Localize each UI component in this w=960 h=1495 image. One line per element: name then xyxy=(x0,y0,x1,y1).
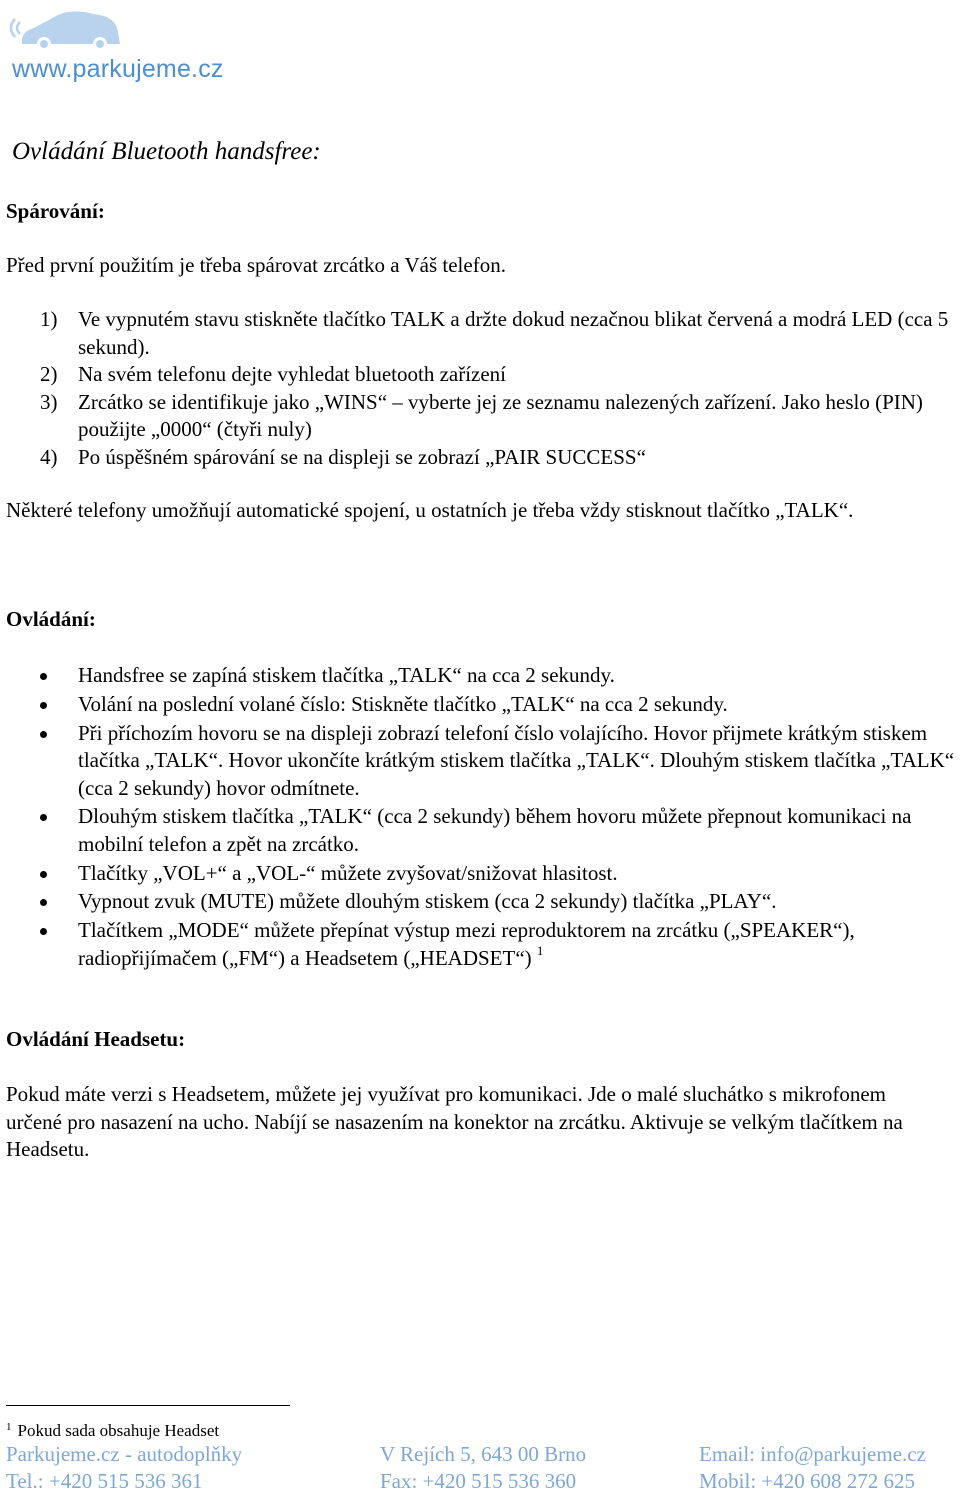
list-item: Tlačítkem „MODE“ můžete přepínat výstup mezi reproduktorem na zrcátku („SPEAKER“), radiopřijímačem („FM“) a Headsetem („HEADSET“) $^1$ xyxy=(40,917,958,972)
controls-list xyxy=(40,662,958,974)
headset-heading: Ovládání Headsetu: xyxy=(6,1027,186,1051)
pairing-heading: Spárování: xyxy=(6,199,105,223)
document-title: Ovládání Bluetooth handsfree: xyxy=(12,138,321,165)
footnote xyxy=(6,1416,219,1442)
car-logo-icon xyxy=(4,4,134,56)
step-number: 2) xyxy=(40,362,58,386)
bullet-icon xyxy=(40,731,47,738)
footer-email[interactable]: Email: info@parkujeme.cz xyxy=(699,1442,926,1466)
step-number: 3) xyxy=(40,389,58,414)
footer-company: Parkujeme.cz - autodoplňky xyxy=(6,1442,243,1466)
logo-text: www.parkujeme.cz xyxy=(12,55,224,83)
pairing-step xyxy=(40,444,955,472)
list-item: Dlouhým stiskem tlačítka „TALK“ (cca 2 sekundy) během hovoru můžete přepnout komunikaci na mobilní telefon a zpět na zrcátko. xyxy=(40,803,958,858)
step-text: Ve vypnutém stavu stiskněte tlačítko TALK a držte dokud nezačnou blikat červená a modrá LED (cca 5 sekund). xyxy=(78,307,949,359)
list-item: Volání na poslední volané číslo: Stiskněte tlačítko „TALK“ na cca 2 sekundy. xyxy=(40,691,958,719)
step-number: 4) xyxy=(40,444,58,469)
footer-fax: Fax: +420 515 536 360 xyxy=(380,1469,577,1493)
pairing-step xyxy=(40,389,955,444)
list-item: Vypnout zvuk (MUTE) můžete dlouhým stiskem (cca 2 sekundy) tlačítka „PLAY“. xyxy=(40,888,958,916)
pairing-intro: Před první použitím je třeba spárovat zrcátko a Váš telefon. xyxy=(6,253,506,277)
pairing-note: Některé telefony umožňují automatické spojení, u ostatních je třeba vždy stisknout tlačítko „TALK“. xyxy=(6,498,854,522)
list-item: Při příchozím hovoru se na displeji zobrazí telefoní číslo volajícího. Hovor přijmete krátkým stiskem tlačítka „TALK“. Hovor ukončíte krátkým stiskem tlačítka „TALK“. Dlouhým stiskem tlačítka „TALK“ (cca 2 sekundy) hovor odmítnete. xyxy=(40,720,958,803)
footnote-ref[interactable]: 1 xyxy=(536,942,544,958)
step-text: Po úspěšném spárování se na displeji se zobrazí „PAIR SUCCESS“ xyxy=(78,444,646,469)
pairing-step xyxy=(40,306,955,361)
bullet-icon xyxy=(40,702,47,709)
step-text: Zrcátko se identifikuje jako „WINS“ – vyberte jej ze seznamu nalezených zařízení. Jako heslo (PIN) použijte „0000“ (čtyři nuly) xyxy=(78,389,923,441)
logo xyxy=(4,4,264,84)
footer-address: V Rejích 5, 643 00 Brno xyxy=(380,1442,587,1466)
bullet-icon xyxy=(40,899,47,906)
bullet-icon xyxy=(40,871,47,878)
step-text: Na svém telefonu dejte vyhledat bluetooth zařízení xyxy=(78,362,507,386)
bullet-icon xyxy=(40,928,47,935)
bullet-icon xyxy=(40,673,47,680)
footnote-divider xyxy=(6,1405,290,1406)
step-number: 1) xyxy=(40,307,58,331)
list-item: Handsfree se zapíná stiskem tlačítka „TALK“ na cca 2 sekundy. xyxy=(40,662,958,690)
footer-tel: Tel.: +420 515 536 361 xyxy=(6,1469,203,1493)
footnote-text: Pokud sada obsahuje Headset xyxy=(17,1421,220,1440)
pairing-step xyxy=(40,361,955,389)
list-item: Tlačítky „VOL+“ a „VOL-“ můžete zvyšovat/snižovat hlasitost. xyxy=(40,860,958,888)
headset-text: Pokud máte verzi s Headsetem, můžete jej využívat pro komunikaci. Jde o malé sluchátko s mikrofonem určené pro nasazení na ucho. Nabíjí se nasazením na konektor na zrcátku. Aktivuje se velkým tlačítkem na Headsetu. xyxy=(6,1082,903,1161)
footnote-mark: 1 xyxy=(6,1421,12,1433)
bullet-icon xyxy=(40,814,47,821)
pairing-steps xyxy=(40,306,955,471)
footer-mobile: Mobil: +420 608 272 625 xyxy=(699,1469,916,1493)
controls-heading: Ovládání: xyxy=(6,607,96,631)
